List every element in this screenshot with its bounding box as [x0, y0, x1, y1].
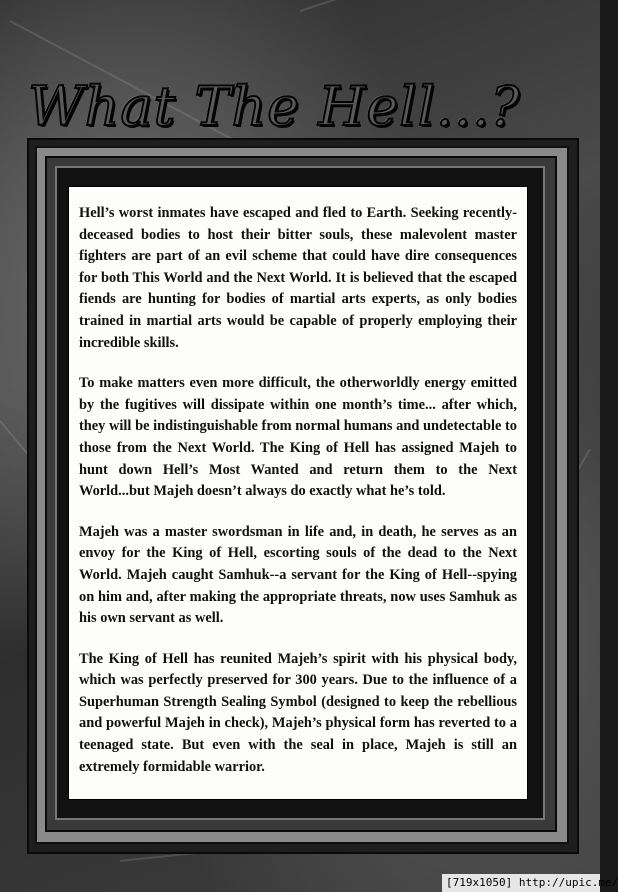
story-paragraph: Hell’s worst inmates have escaped and fled to Earth. Seeking recently-deceased bodies to host their bitter souls, these malevolent master fighters are part of an evil scheme that could have dire consequences for both This World and the Next World. It is believed that the escaped fiends are hunting for bodies of martial arts experts, as only bodies trained in martial arts would be capable of properly employing their incredible skills. — [79, 205, 517, 351]
story-paragraph: Majeh was a master swordsman in life and, in death, he serves as an envoy for the King of Hell, escorting souls of the dead to the Next World. Majeh caught Samhuk--a servant for the King of Hell--spying on him and, after making the appropriate threats, now uses Samhuk as his own servant as well. — [79, 523, 517, 627]
marble-vein — [300, 0, 567, 12]
story-paragraph: The King of Hell has reunited Majeh’s spirit with his physical body, which was perfectly preserved for 300 years. Due to the influence of a Superhuman Strength Sealing Symbol (designed to keep the rebellious and powerful Majeh in check), Majeh’s physical form has reverted to a teenaged state. But even with the seal in place, Majeh is still an extremely formidable warrior. — [79, 650, 517, 775]
story-paragraph: To make matters even more difficult, the otherworldly energy emitted by the fugitives will dissipate within one month’s time... after which, they will be indistinguishable from normal humans and undetectable to those from the Next World. The King of Hell has assigned Majeh to hunt down Hell’s Most Wanted and return them to the Next World...but Majeh doesn’t always do exactly what he’s told. — [79, 375, 517, 500]
image-watermark: [719x1050] http://upic.me/ — [442, 874, 600, 892]
story-text-panel — [68, 186, 528, 800]
page-title: What The Hell...? — [28, 75, 521, 138]
